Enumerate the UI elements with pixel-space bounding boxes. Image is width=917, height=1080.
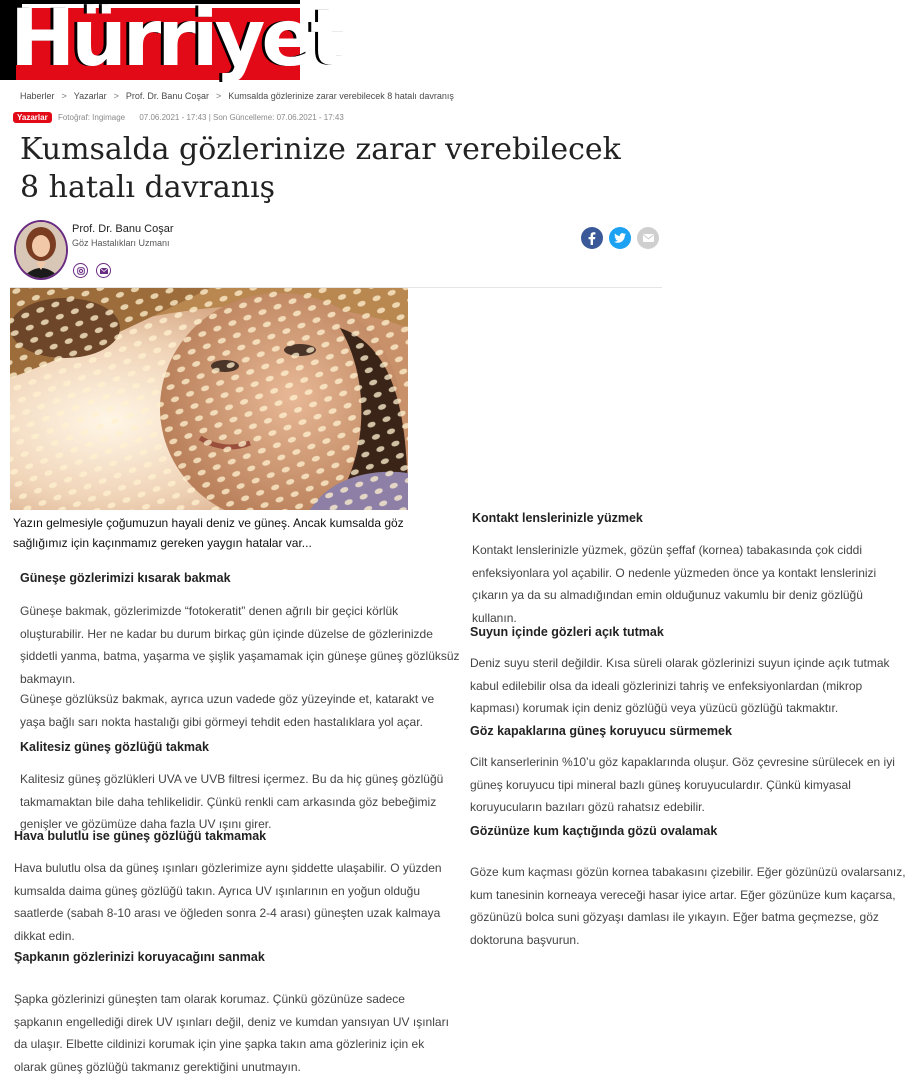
section-heading: Şapkanın gözlerinizi koruyacağını sanmak — [14, 950, 265, 964]
author-avatar[interactable] — [14, 220, 68, 280]
section-paragraph: Güneşe gözlüksüz bakmak, ayrıca uzun vadede göz yüzeyinde et, katarakt ve yaşa bağlı sarı nokta hastalığı gibi görmeyi tehdit eden hastalıklara yol açar. — [20, 692, 435, 729]
section-paragraph: Göze kum kaçması gözün kornea tabakasını çizebilir. Eğer gözünüzü ovalarsanız, kum tanesinin korneaya vereceği hasar iyice artar. Eğer gözünüze kum kaçarsa, gözünüzü bolca suni gözyaşı damlası ile yıkayın. Eğer batma geçmezse, göz doktoruna başvurun. — [470, 865, 906, 947]
logo-text: Hürriyet — [10, 0, 344, 84]
breadcrumb-separator: > — [113, 91, 119, 101]
mail-icon[interactable] — [637, 227, 659, 249]
section-heading: Göz kapaklarına güneş koruyucu sürmemek — [470, 724, 732, 738]
section-heading: Güneşe gözlerimizi kısarak bakmak — [20, 571, 231, 585]
section-paragraph: Hava bulutlu olsa da güneş ışınları gözlerimize aynı şiddette ulaşabilir. O yüzden kumsalda daima güneş gözlüğü takın. Ayrıca UV ışınlarının en yoğun olduğu saatlerde (sabah 8-10 arası ve öğleden sonra 2-4 arası) güneşten uzak kalmaya dikkat edin. — [14, 861, 442, 943]
breadcrumb-item-yazarlar[interactable]: Yazarlar — [73, 91, 107, 101]
breadcrumb — [20, 91, 454, 101]
article-image — [10, 288, 408, 510]
category-badge[interactable]: Yazarlar — [13, 112, 52, 123]
page-title — [20, 131, 660, 207]
title-line-1: Kumsalda gözlerinize zarar verebilecek — [20, 132, 621, 167]
instagram-icon[interactable] — [73, 263, 88, 278]
section-heading: Hava bulutlu ise güneş gözlüğü takmamak — [14, 829, 267, 843]
section-paragraph: Cilt kanserlerinin %10’u göz kapaklarında oluşur. Göz çevresine sürülecek en iyi güneş koruyucu tipi mineral bazlı güneş koruyuculardır. Çünkü kimyasal koruyucuların bazıları gözü rahatsız edebilir. — [470, 755, 895, 814]
section-paragraph: Şapka gözlerinizi güneşten tam olarak korumaz. Çünkü gözünüze sadece şapkanın engellediği direk UV ışınları değil, deniz ve kumdan yansıyan UV ışınları da ulaşır. Elbette cildinizi korumak için yine şapka takın ama gözleriniz için ek olarak güneş gözlüğü takmanız gerektiğini unutmayın. — [14, 992, 449, 1074]
facebook-icon[interactable] — [581, 227, 603, 249]
author-title: Göz Hastalıkları Uzmanı — [72, 238, 170, 248]
section-heading: Suyun içinde gözleri açık tutmak — [470, 625, 664, 639]
section-paragraph: Deniz suyu steril değildir. Kısa süreli olarak gözlerinizi suyun içinde açık tutmak kabul edilebilir olsa da ideali gözlerinizi tahriş ve enfeksiyonlardan (mikrop kapması) korumak için deniz gözlüğü veya yüzücü gözlüğü takmaktır. — [470, 656, 890, 715]
twitter-icon[interactable] — [609, 227, 631, 249]
breadcrumb-item-haberler[interactable]: Haberler — [20, 91, 55, 101]
article-meta — [13, 112, 344, 125]
breadcrumb-item-current: Kumsalda gözlerinize zarar verebilecek 8 hatalı davranış — [228, 91, 454, 101]
publish-dates: 07.06.2021 - 17:43 | Son Güncelleme: 07.06.2021 - 17:43 — [139, 113, 344, 122]
breadcrumb-separator: > — [215, 91, 222, 101]
article-intro: Yazın gelmesiyle çoğumuzun hayali deniz ve güneş. Ancak kumsalda göz sağlığımız için kaçınmamız gereken yaygın hatalar var... — [13, 516, 404, 550]
section-heading: Gözünüze kum kaçtığında gözü ovalamak — [470, 824, 718, 838]
author-name[interactable]: Prof. Dr. Banu Coşar — [72, 223, 174, 235]
hurriyet-logo[interactable] — [0, 0, 344, 84]
section-heading: Kalitesiz güneş gözlüğü takmak — [20, 740, 209, 754]
photo-credit: Fotoğraf: Ingimage — [57, 113, 126, 122]
section-heading: Kontakt lenslerinizle yüzmek — [472, 511, 643, 525]
section-paragraph: Kontakt lenslerinizle yüzmek, gözün şeffaf (kornea) tabakasında çok ciddi enfeksiyonlara yol açabilir. O nedenle yüzmeden önce ya kontakt lenslerinizi çıkarın ya da su almadığından emin olduğunuz vakumlu bir deniz gözlüğü kullanın. — [472, 543, 877, 625]
title-line-2: 8 hatalı davranış — [20, 170, 276, 205]
breadcrumb-separator: > — [61, 91, 67, 101]
section-paragraph: Kalitesiz güneş gözlükleri UVA ve UVB filtresi içermez. Bu da hiç güneş gözlüğü takmamaktan bile daha tehlikelidir. Çünkü renkli cam arkasında göz bebeğimiz genişler ve gözümüze daha fazla UV ışını girer. — [20, 772, 444, 831]
section-paragraph: Güneşe bakmak, gözlerimizde “fotokeratit” denen ağrılı bir geçici körlük oluşturabilir. Her ne kadar bu durum birkaç gün içinde düzelse de gözlerinizde şiddetli yanma, batma, yaşarma ve şişlik yaşamamak için güneşe güneş gözlüksüz bakmayın. — [20, 604, 460, 686]
breadcrumb-item-author[interactable]: Prof. Dr. Banu Coşar — [125, 91, 209, 101]
mail-icon[interactable] — [96, 263, 111, 278]
